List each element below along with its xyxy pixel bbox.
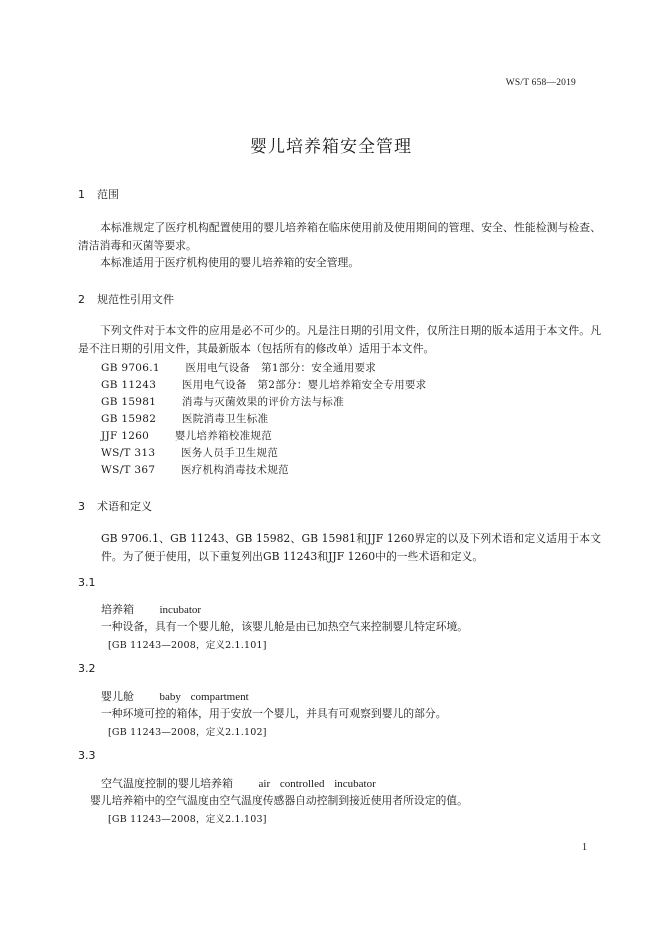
- section-1-heading: [78, 186, 119, 202]
- section-2-paragraph-1: 下列文件对于本文件的应用是必不可少的。凡是注日期的引用文件，仅所注日期的版本适用于本文件。凡是不注日期的引用文件，其最新版本（包括所有的修改单）适用于本文件。: [78, 324, 601, 355]
- section-3-paragraph-1: GB 9706.1、GB 11243、GB 15982、GB 15981和JJF 1260界定的以及下列术语和定义适用于本文件。为了便于使用，以下重复列出GB 11243和JJF 1260中的一些术语和定义。: [101, 532, 601, 563]
- reference-item: [101, 377, 426, 392]
- term-english: incubator: [159, 604, 202, 616]
- term-chinese: 空气温度控制的婴儿培养箱: [101, 777, 233, 790]
- reference-item: [101, 428, 272, 443]
- reference-title: 医疗机构消毒技术规范: [180, 464, 289, 476]
- reference-item: [101, 445, 278, 460]
- section-3-heading: [78, 498, 152, 514]
- term-definition: 婴儿培养箱中的空气温度由空气温度传感器自动控制到接近使用者所设定的值。: [90, 794, 468, 807]
- section-title: 规范性引用文件: [97, 293, 174, 306]
- term-chinese: 婴儿舱: [101, 690, 134, 703]
- section-number: 1: [78, 188, 85, 201]
- section-1-paragraph-2: 本标准适用于医疗机构使用的婴儿培养箱的安全管理。: [100, 256, 360, 269]
- section-number: 2: [78, 293, 85, 306]
- reference-item: [101, 411, 268, 426]
- reference-title: 医用电气设备 第1部分：安全通用要求: [185, 362, 377, 374]
- document-title: 婴儿培养箱安全管理: [250, 137, 412, 157]
- reference-title: 医用电气设备 第2部分：婴儿培养箱安全专用要求: [181, 379, 427, 391]
- term-source: [GB 11243—2008，定义2.1.101]: [108, 640, 267, 651]
- term-definition: 一种设备，具有一个婴儿舱，该婴儿舱是由已加热空气来控制婴儿特定环境。: [101, 620, 469, 633]
- section-title: 术语和定义: [97, 500, 152, 513]
- term-heading: [101, 601, 201, 617]
- reference-code: GB 11243: [101, 379, 157, 391]
- term-chinese: 培养箱: [101, 603, 134, 616]
- reference-title: 婴儿培养箱校准规范: [174, 430, 273, 442]
- page-number: 1: [582, 842, 587, 853]
- reference-item: [101, 360, 376, 375]
- term-number: 3.3: [78, 749, 96, 762]
- section-title: 范围: [97, 188, 119, 201]
- reference-code: GB 9706.1: [101, 362, 160, 374]
- reference-item: [101, 394, 344, 409]
- reference-code: WS/T 313: [101, 447, 156, 459]
- term-english: baby compartment: [159, 691, 249, 703]
- term-heading: [101, 775, 376, 791]
- term-definition: 一种环境可控的箱体，用于安放一个婴儿，并具有可观察到婴儿的部分。: [101, 707, 447, 720]
- reference-code: JJF 1260: [101, 430, 150, 442]
- term-number: 3.2: [78, 662, 96, 675]
- reference-code: GB 15982: [101, 413, 157, 425]
- reference-code: WS/T 367: [101, 464, 156, 476]
- term-english: air controlled incubator: [258, 778, 376, 790]
- section-1-paragraph-1: 本标准规定了医疗机构配置使用的婴儿培养箱在临床使用前及使用期间的管理、安全、性能检测与检查、清洁消毒和灭菌等要求。: [78, 221, 601, 252]
- term-source: [GB 11243—2008，定义2.1.102]: [108, 727, 267, 738]
- reference-title: 医务人员手卫生规范: [180, 447, 279, 459]
- reference-title: 医院消毒卫生标准: [181, 413, 269, 425]
- standard-number: WS/T 658—2019: [505, 78, 576, 88]
- section-number: 3: [78, 500, 85, 513]
- term-number: 3.1: [78, 576, 96, 589]
- reference-title: 消毒与灭菌效果的评价方法与标准: [181, 396, 344, 408]
- reference-code: GB 15981: [101, 396, 157, 408]
- term-heading: [101, 688, 249, 704]
- reference-item: [101, 462, 289, 477]
- section-2-heading: [78, 291, 174, 307]
- term-source: [GB 11243—2008，定义2.1.103]: [108, 814, 267, 825]
